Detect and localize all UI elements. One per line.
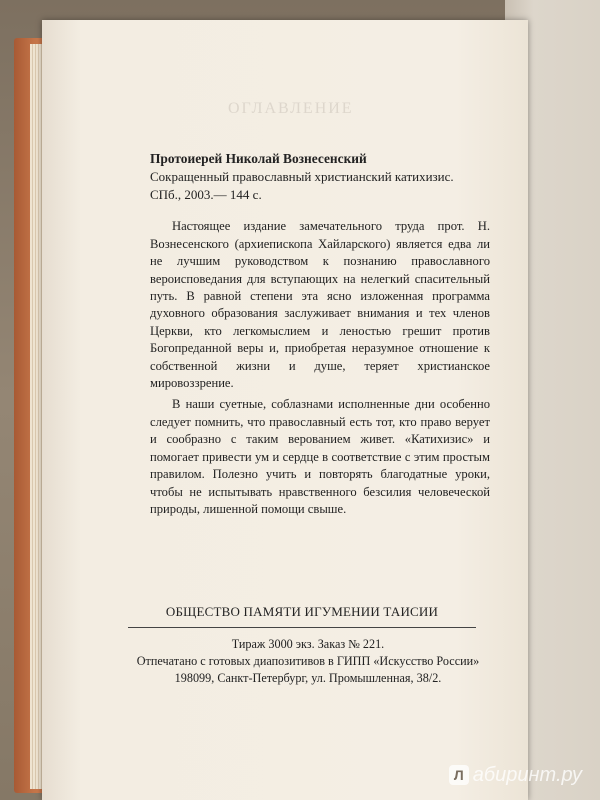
imprint-block — [128, 636, 488, 687]
site-watermark — [449, 762, 582, 788]
annotation-paragraph: В наши суетные, соблазнами исполненные дни особенно следует помнить, что православный есть тот, кто право верует и сообразно с таким верованием живет. «Катихизис» и помогает привести ум и сердце в соответствие с этим простым правилом. Полезно учить и повторять благодатные уроки, чтобы не испытывать нравственного безсилия человеческой природы, лишенной помощи свыше. — [150, 397, 490, 516]
imprint-line: Отпечатано с готовых диапозитивов в ГИПП «Искусство России» — [136, 654, 480, 668]
author-name: Протоиерей Николай Вознесенский — [150, 151, 367, 166]
footer-divider — [128, 627, 476, 628]
annotation-paragraph: Настоящее издание замечательного труда прот. Н. Вознесенского (архиепископа Хайларского) является едва ли не лучшим руководством к познанию православного вероисповедания для вступающих на нелегкий спасительный путь. В равной степени эта ясно изложенная программа духовного образования заслуживает внимания и тех членов Церкви, кто легкомыслием и леностью грешит против Богопреданной веры и, приобретая неразумное отношение к собственной жизни и душе, теряет христианское мировоззрение. — [150, 219, 490, 391]
publication-info: СПб., 2003.— 144 с. — [150, 187, 262, 203]
show-through-heading: ОГЛАВЛЕНИЕ — [228, 100, 354, 117]
imprint-line: Тираж 3000 экз. Заказ № 221. — [231, 637, 385, 651]
book-title: Сокращенный православный христианский катихизис. — [150, 169, 454, 185]
page-content — [150, 150, 490, 522]
publisher-organization: ОБЩЕСТВО ПАМЯТИ ИГУМЕНИИ ТАИСИИ — [165, 604, 439, 619]
watermark-text: абиринт.ру — [472, 763, 582, 786]
labirint-logo-icon: Л — [449, 765, 469, 785]
imprint-line: 198099, Санкт-Петербург, ул. Промышленная, 38/2. — [174, 671, 442, 685]
